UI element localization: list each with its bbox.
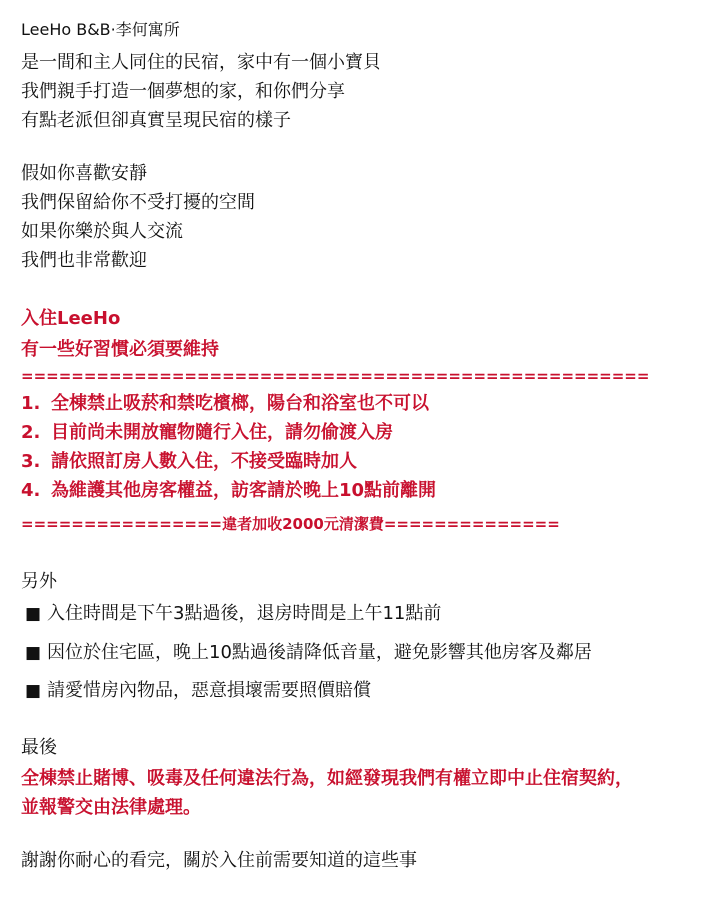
divider-bottom: ================違者加收2000元清潔費============== <box>21 515 560 533</box>
rule-text: 為維護其他房客權益，訪客請於晚上10點前離開 <box>51 480 437 501</box>
final-warning-line: 並報警交由法律處理。 <box>21 797 201 818</box>
extra-item <box>25 680 371 702</box>
page-title: LeeHo B&B·李何寓所 <box>21 20 180 39</box>
para2-line: 假如你喜歡安靜 <box>21 163 147 184</box>
bullet-square-icon: ■ <box>25 604 42 624</box>
divider-top: ================================================== <box>21 367 650 385</box>
extra-item-text: 請愛惜房內物品，惡意損壞需要照價賠償 <box>47 680 371 701</box>
intro-line: 有點老派但卻真實呈現民宿的樣子 <box>21 110 291 131</box>
para2-line: 如果你樂於與人交流 <box>21 221 183 242</box>
rule-number: 3. <box>21 451 41 472</box>
rule-text: 請依照訂房人數入住，不接受臨時加人 <box>51 451 357 472</box>
rule-item <box>21 480 436 502</box>
extra-heading: 另外 <box>21 571 57 592</box>
closing-line: 謝謝你耐心的看完，關於入住前需要知道的這些事 <box>21 850 417 871</box>
rule-item <box>21 422 393 444</box>
final-heading: 最後 <box>21 737 57 758</box>
bullet-square-icon: ■ <box>25 643 42 663</box>
intro-line: 我們親手打造一個夢想的家，和你們分享 <box>21 81 345 102</box>
rule-text: 全棟禁止吸菸和禁吃檳榔，陽台和浴室也不可以 <box>51 393 429 414</box>
para2-line: 我們保留給你不受打擾的空間 <box>21 192 255 213</box>
extra-item-text: 入住時間是下午3點過後，退房時間是上午11點前 <box>47 603 442 624</box>
rule-number: 1. <box>21 393 41 414</box>
rule-item <box>21 393 429 415</box>
extra-item <box>25 642 592 664</box>
final-warning-line: 全棟禁止賭博、吸毒及任何違法行為，如經發現我們有權立即中止住宿契約， <box>21 768 633 789</box>
extra-item <box>25 603 441 625</box>
bullet-square-icon: ■ <box>25 681 42 701</box>
rule-text: 目前尚未開放寵物隨行入住，請勿偷渡入房 <box>51 422 393 443</box>
rule-number: 4. <box>21 480 41 501</box>
para2-line: 我們也非常歡迎 <box>21 250 147 271</box>
rule-item <box>21 451 357 473</box>
intro-line: 是一間和主人同住的民宿，家中有一個小寶貝 <box>21 52 381 73</box>
rules-heading: 入住LeeHo <box>21 308 121 329</box>
rules-subheading: 有一些好習慣必須要維持 <box>21 339 219 360</box>
rule-number: 2. <box>21 422 41 443</box>
extra-item-text: 因位於住宅區，晚上10點過後請降低音量，避免影響其他房客及鄰居 <box>47 642 592 663</box>
